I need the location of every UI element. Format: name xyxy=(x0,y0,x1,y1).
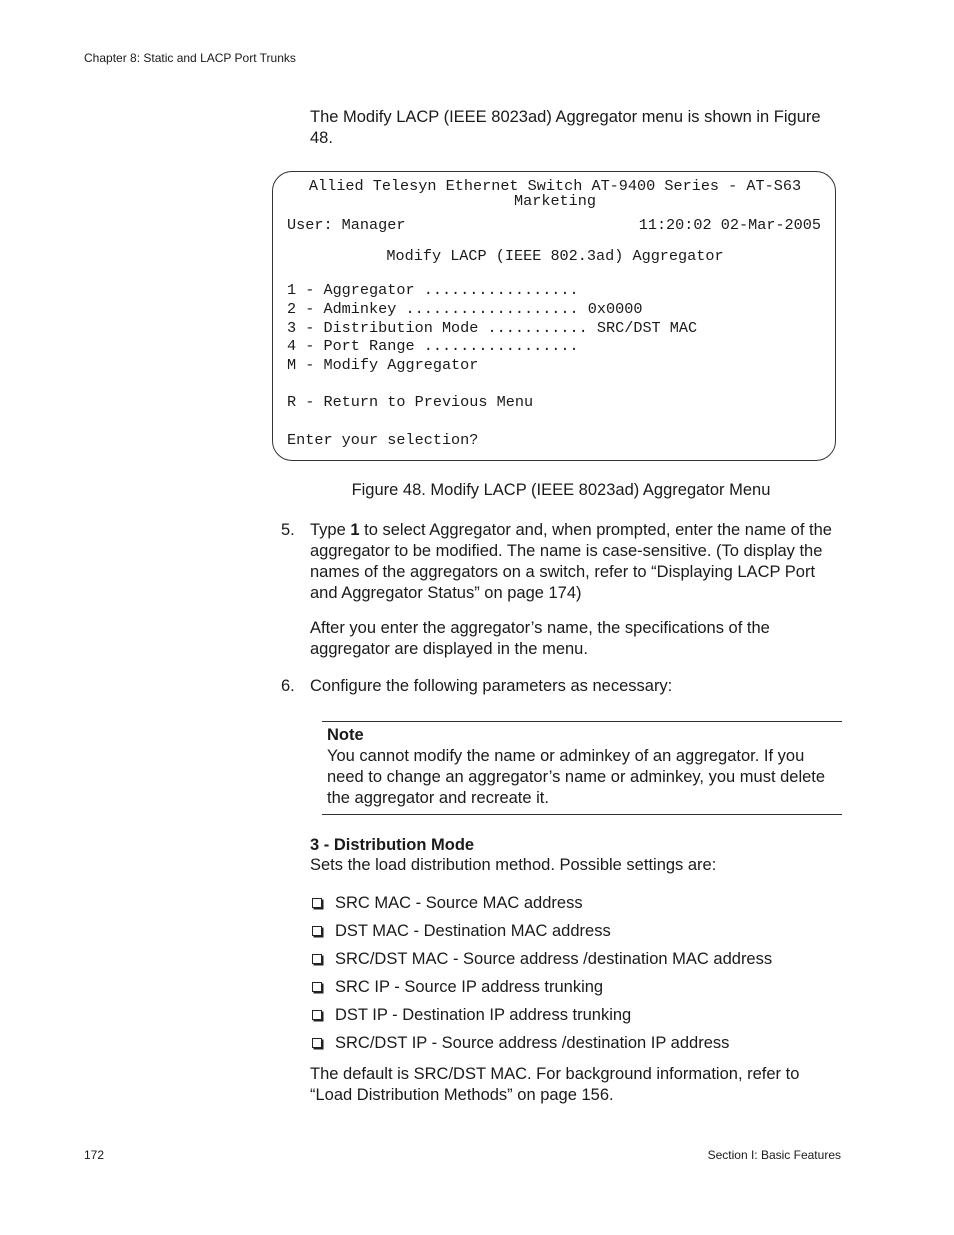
checkbox-bullet-icon xyxy=(312,982,322,992)
option-text: SRC/DST IP - Source address /destination IP address xyxy=(335,1033,730,1052)
page-number: 172 xyxy=(84,1148,105,1162)
section-description: Sets the load distribution method. Possible settings are: xyxy=(310,856,717,874)
list-item xyxy=(310,1029,772,1057)
option-text: SRC IP - Source IP address trunking xyxy=(335,977,604,996)
step-5-key: 1 xyxy=(350,521,360,539)
checkbox-bullet-icon xyxy=(312,898,322,908)
list-item xyxy=(310,917,772,945)
note-title: Note xyxy=(327,726,364,744)
figure-caption: Figure 48. Modify LACP (IEEE 8023ad) Aggregator Menu xyxy=(351,481,771,499)
step-5-post: to select Aggregator and, when prompted, enter the name of the aggregator to be modified. The name is case-sensitive. (To display the names of the aggregators on a switch, refer to “Displaying LACP Port and Aggregator Status” on page 174) xyxy=(310,521,832,602)
terminal-timestamp: 11:20:02 02-Mar-2005 xyxy=(638,216,821,234)
terminal-title: Allied Telesyn Ethernet Switch AT-9400 Series - AT-S63 xyxy=(308,177,802,195)
option-text: DST IP - Destination IP address trunking xyxy=(335,1005,632,1024)
checkbox-bullet-icon xyxy=(312,1010,322,1020)
terminal-menu-item: 3 - Distribution Mode ........... SRC/DST MAC xyxy=(287,319,698,337)
terminal-screen xyxy=(272,171,836,461)
terminal-menu-title: Modify LACP (IEEE 802.3ad) Aggregator xyxy=(386,247,724,265)
terminal-menu-item: 1 - Aggregator ................. xyxy=(287,281,579,299)
option-text: SRC MAC - Source MAC address xyxy=(335,893,583,912)
list-item xyxy=(310,973,772,1001)
options-list xyxy=(310,889,772,1057)
checkbox-bullet-icon xyxy=(312,954,322,964)
step-6-text: Configure the following parameters as necessary: xyxy=(310,677,673,695)
list-item xyxy=(310,1001,772,1029)
footer-section: Section I: Basic Features xyxy=(707,1148,841,1162)
option-text: SRC/DST MAC - Source address /destination MAC address xyxy=(335,949,773,968)
option-text: DST MAC - Destination MAC address xyxy=(335,921,611,940)
default-paragraph: The default is SRC/DST MAC. For background information, refer to “Load Distribution Methods” on page 156. xyxy=(310,1065,800,1104)
step-5-text xyxy=(310,520,845,604)
checkbox-bullet-icon xyxy=(312,926,322,936)
terminal-user: User: Manager xyxy=(287,216,406,234)
chapter-header: Chapter 8: Static and LACP Port Trunks xyxy=(84,51,296,65)
step-number: 6. xyxy=(281,677,295,695)
section-heading: 3 - Distribution Mode xyxy=(310,836,475,854)
checkbox-bullet-icon xyxy=(312,1038,322,1048)
intro-paragraph: The Modify LACP (IEEE 8023ad) Aggregator menu is shown in Figure 48. xyxy=(310,108,821,147)
terminal-prompt: Enter your selection? xyxy=(287,431,479,449)
terminal-subtitle: Marketing xyxy=(513,192,597,210)
list-item xyxy=(310,889,772,917)
terminal-menu-item: 4 - Port Range ................. xyxy=(287,337,579,355)
terminal-return-item: R - Return to Previous Menu xyxy=(287,393,534,411)
note-box xyxy=(322,721,842,815)
note-body: You cannot modify the name or adminkey of an aggregator. If you need to change an aggregator’s name or adminkey, you must delete the aggregator and recreate it. xyxy=(327,747,826,807)
terminal-menu-item: M - Modify Aggregator xyxy=(287,356,479,374)
step-5-followup: After you enter the aggregator’s name, the specifications of the aggregator are displayed in the menu. xyxy=(310,619,770,658)
terminal-menu-item: 2 - Adminkey ................... 0x0000 xyxy=(287,300,643,318)
step-number: 5. xyxy=(281,521,295,539)
list-item xyxy=(310,945,772,973)
step-5-pre: Type xyxy=(310,521,351,539)
